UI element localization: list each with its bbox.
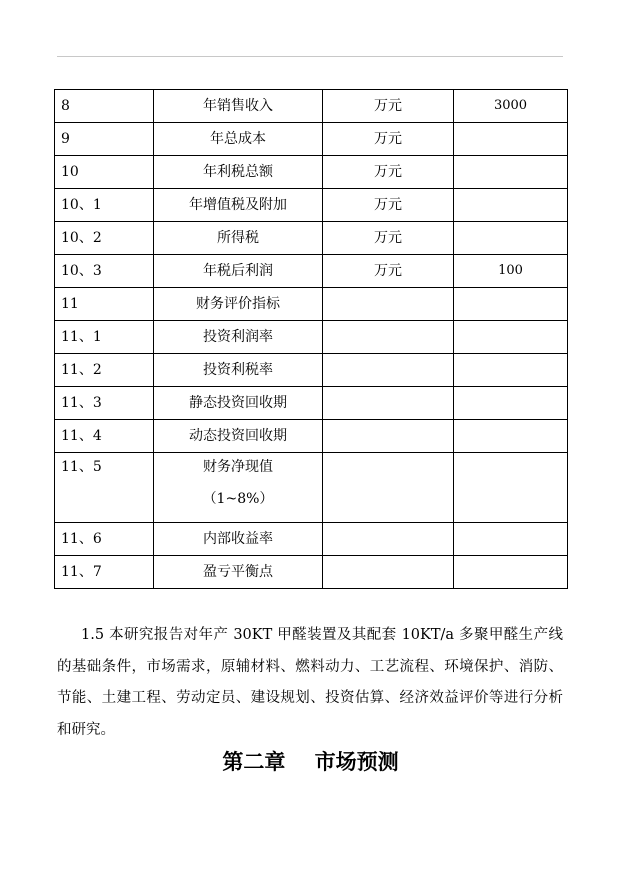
row-item: 投资利润率 (154, 321, 323, 354)
row-number: 11、5 (55, 453, 154, 523)
row-value (454, 523, 568, 556)
row-unit (323, 387, 454, 420)
row-number: 10、2 (55, 222, 154, 255)
row-item: 动态投资回收期 (154, 420, 323, 453)
row-item-sub: （1~8%） (202, 491, 274, 507)
table-row (55, 189, 568, 222)
table-row (55, 288, 568, 321)
row-value (454, 288, 568, 321)
row-number: 8 (55, 90, 154, 123)
row-value (454, 123, 568, 156)
table-row (55, 255, 568, 288)
row-value (454, 354, 568, 387)
row-unit (323, 288, 454, 321)
table-row (55, 453, 568, 523)
row-unit (323, 523, 454, 556)
row-value (454, 556, 568, 589)
row-value (454, 321, 568, 354)
row-item: 年增值税及附加 (154, 189, 323, 222)
table-row (55, 123, 568, 156)
row-value (454, 222, 568, 255)
row-unit (323, 453, 454, 523)
row-unit: 万元 (323, 222, 454, 255)
row-unit: 万元 (323, 123, 454, 156)
row-number: 11、1 (55, 321, 154, 354)
table-row (55, 222, 568, 255)
row-number: 11 (55, 288, 154, 321)
table-row (55, 523, 568, 556)
table-row (55, 321, 568, 354)
body-paragraph: 1.5 本研究报告对年产 30KT 甲醛装置及其配套 10KT/a 多聚甲醛生产线的基础条件，市场需求，原辅材料、燃料动力、工艺流程、环境保护、消防、节能、土建工程、劳动定员、建设规划、投资估算、经济效益评价等进行分析和研究。 (57, 627, 563, 738)
table-row (55, 387, 568, 420)
row-item: 静态投资回收期 (154, 387, 323, 420)
row-item: 年总成本 (154, 123, 323, 156)
row-number: 9 (55, 123, 154, 156)
row-item: 投资利税率 (154, 354, 323, 387)
row-unit (323, 321, 454, 354)
row-item-main: 财务净现值 (203, 459, 273, 475)
row-unit: 万元 (323, 156, 454, 189)
row-unit (323, 556, 454, 589)
row-value (454, 420, 568, 453)
header-rule (57, 56, 563, 57)
chapter-heading (0, 746, 621, 778)
row-unit: 万元 (323, 255, 454, 288)
row-number: 11、2 (55, 354, 154, 387)
row-item: 年税后利润 (154, 255, 323, 288)
row-number: 10、3 (55, 255, 154, 288)
row-number: 11、4 (55, 420, 154, 453)
row-value (454, 453, 568, 523)
chapter-number: 第二章 (222, 749, 286, 774)
table-row (55, 90, 568, 123)
row-value: 100 (454, 255, 568, 288)
table-row (55, 354, 568, 387)
row-number: 11、6 (55, 523, 154, 556)
row-value (454, 387, 568, 420)
row-item: 年利税总额 (154, 156, 323, 189)
row-number: 10 (55, 156, 154, 189)
row-number: 10、1 (55, 189, 154, 222)
row-unit (323, 354, 454, 387)
row-unit (323, 420, 454, 453)
chapter-title: 市场预测 (314, 749, 399, 774)
row-number: 11、7 (55, 556, 154, 589)
table-row (55, 156, 568, 189)
row-value (454, 189, 568, 222)
row-item: 年销售收入 (154, 90, 323, 123)
table-row (55, 556, 568, 589)
row-unit: 万元 (323, 90, 454, 123)
row-value (454, 156, 568, 189)
row-unit: 万元 (323, 189, 454, 222)
row-value: 3000 (454, 90, 568, 123)
row-item: 内部收益率 (154, 523, 323, 556)
table-row (55, 420, 568, 453)
row-number: 11、3 (55, 387, 154, 420)
row-item: 盈亏平衡点 (154, 556, 323, 589)
financial-indicators-table (54, 89, 568, 589)
row-item: 财务评价指标 (154, 288, 323, 321)
row-item: 所得税 (154, 222, 323, 255)
row-item (154, 453, 323, 523)
